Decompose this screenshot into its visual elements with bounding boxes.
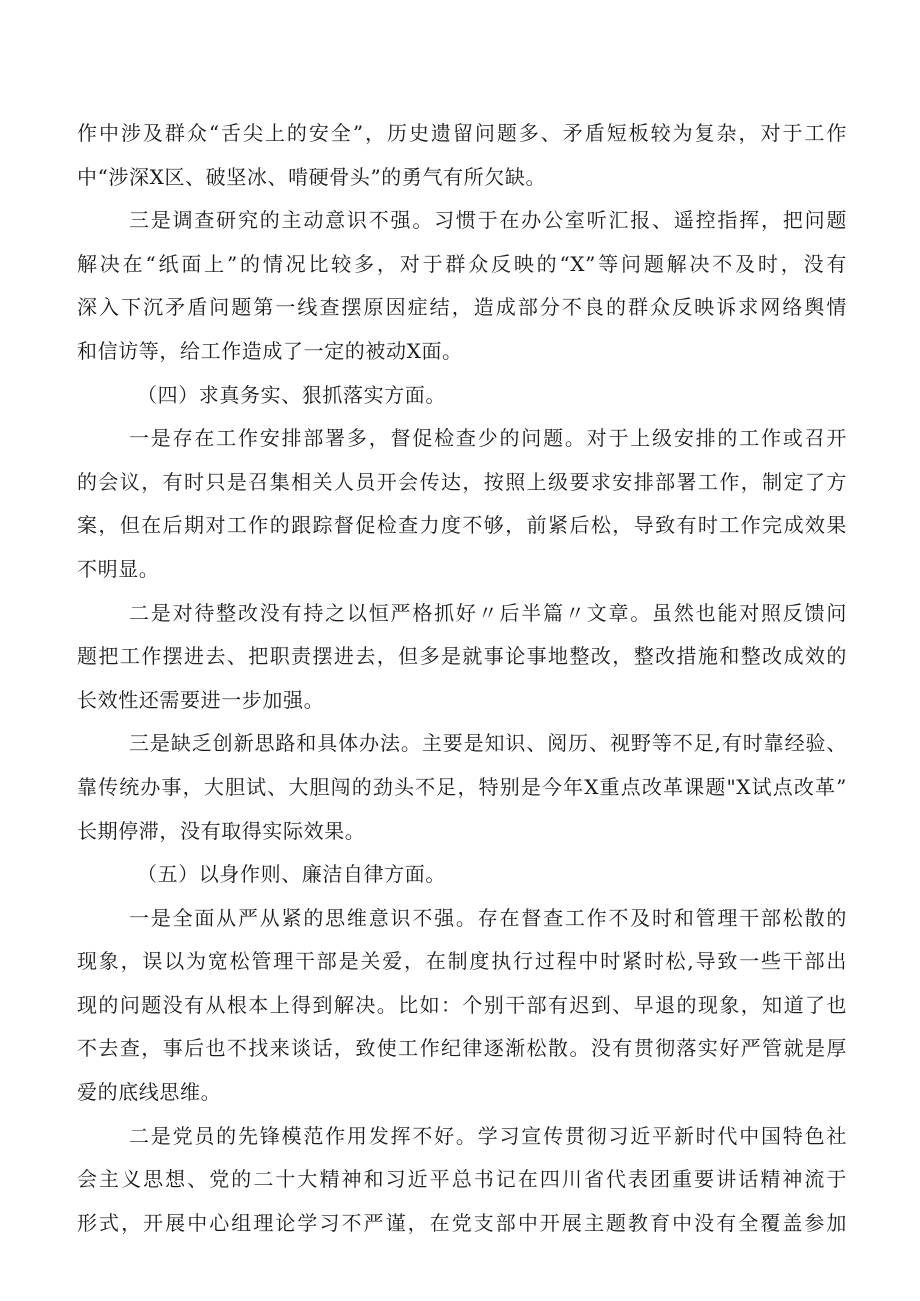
section-heading: （五）以身作则、廉洁自律方面。 [137, 862, 446, 887]
text-line: 作中涉及群众“舌尖上的安全”，历史遗留问题多、矛盾短板较为复杂，对于工作 [77, 121, 847, 145]
text-line: 形式，开展中心组理论学习不严谨，在党支部中开展主题教育中没有全覆盖参加 [77, 1210, 847, 1235]
section-heading: （四）求真务实、狠抓落实方面。 [137, 382, 446, 407]
text-line: 会主义思想、党的二十大精神和习近平总书记在四川省代表团重要讲话精神流于 [77, 1167, 847, 1192]
text-line: 题把工作摆进去、把职责摆进去，但多是就事论事地整改，整改措施和整改成效的 [77, 644, 847, 669]
text-line: 中“涉深X区、破坚冰、啃硬骨头”的勇气有所欠缺。 [77, 164, 547, 189]
paragraph-start-line: 一是全面从严从紧的思维意识不强。存在督查工作不及时和管理干部松散的 [129, 905, 847, 930]
text-line: 现的问题没有从根本上得到解决。比如：个别干部有迟到、早退的现象，知道了也 [77, 992, 847, 1017]
paragraph-start-line: 三是缺乏创新思路和具体办法。主要是知识、阅历、视野等不足,有时靠经验、 [129, 731, 847, 756]
text-line: 和信访等，给工作造成了一定的被动X面。 [77, 338, 463, 363]
text-line: 靠传统办事，大胆试、大胆闯的劲头不足，特别是今年X重点改革课题"X试点改革” [77, 774, 847, 799]
document-body [77, 112, 847, 1245]
paragraph-start-line: 二是党员的先锋模范作用发挥不好。学习宣传贯彻习近平新时代中国特色社 [129, 1123, 847, 1148]
text-line: 长效性还需要进一步加强。 [77, 687, 325, 712]
text-line: 的会议，有时只是召集相关人员开会传达，按照上级要求安排部署工作，制定了方 [77, 469, 847, 494]
text-line: 不去查，事后也不找来谈话，致使工作纪律逐渐松散。没有贯彻落实好严管就是厚 [77, 1036, 847, 1061]
paragraph-start-line: 三是调查研究的主动意识不强。习惯于在办公室听汇报、遥控指挥，把问题 [129, 208, 847, 233]
text-line: 案，但在后期对工作的跟踪督促检查力度不够，前紧后松，导致有时工作完成效果 [77, 513, 847, 538]
paragraph-start-line: 二是对待整改没有持之以恒严格抓好〃后半篇〃文章。虽然也能对照反馈问 [129, 600, 847, 625]
text-line: 深入下沉矛盾问题第一线查摆原因症结，造成部分不良的群众反映诉求网络舆情 [77, 295, 847, 320]
text-line: 现象，误以为宽松管理干部是关爱，在制度执行过程中时紧时松,导致一些干部出 [77, 949, 847, 974]
text-line: 不明显。 [77, 556, 160, 581]
text-line: 长期停滞，没有取得实际效果。 [77, 818, 366, 843]
paragraph-start-line: 一是存在工作安排部署多，督促检查少的问题。对于上级安排的工作或召开 [129, 426, 847, 451]
text-line: 爱的底线思维。 [77, 1080, 222, 1105]
text-line: 解决在“纸面上”的情况比较多，对于群众反映的“X”等问题解决不及时，没有 [77, 251, 847, 276]
